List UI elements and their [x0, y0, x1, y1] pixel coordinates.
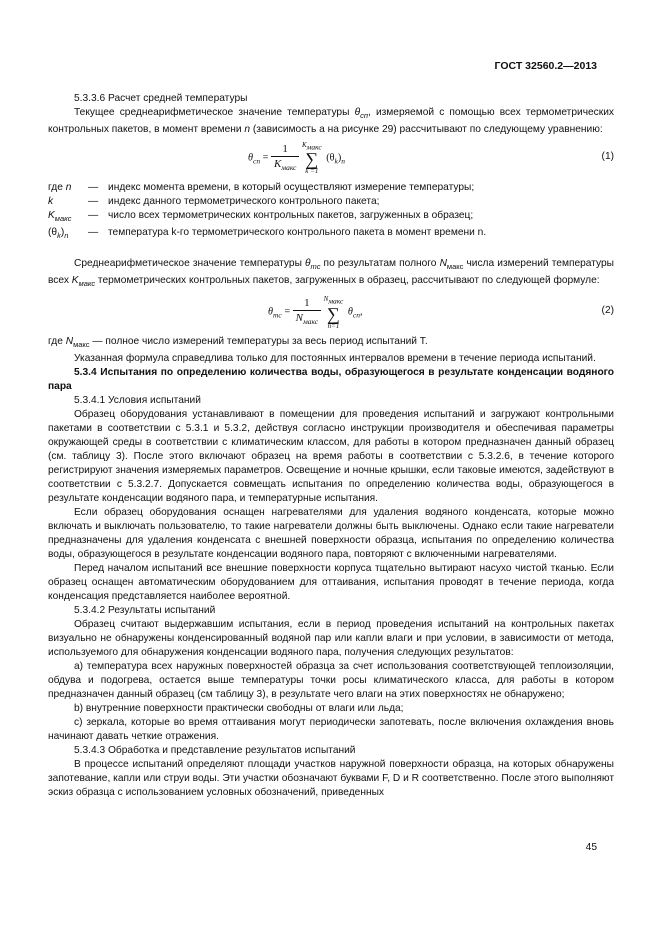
paragraph-where: где $N_{макс}$ — полное число измерений температуры за весь период испытаний Т.: [48, 336, 428, 350]
equation-1-label: (1): [601, 151, 614, 163]
page-number: 45: [585, 842, 597, 853]
standard-header: ГОСТ 32560.2—2013: [494, 60, 597, 72]
definition-row: k — индекс данного термометрического контрольного пакета;: [48, 196, 380, 208]
equation-2: $\theta_{тс}$ = $\frac{1}{N_{макс}}$ $N_{макс}$ ∑ n=1 $\theta_{сп}$, (2): [268, 295, 614, 330]
equation-1: $\theta_{сп}$ = $\frac{1}{K_{макс}}$ $K_{макс}$ ∑ k =1 $(\theta_k)_n$ (1): [248, 141, 614, 176]
paragraph-intro: Текущее среднеарифметическое значение температуры $\theta_{сп}$, измеряемой с помощью всех термометрических контрольных пакетов, в момент времени n (зависимость а на рисунке 29) рассчитывают по следующему уравнению:: [48, 107, 615, 136]
paragraph-mean: Среднеарифметическое значение температуры $\theta_{тс}$ по результатам полного $N_{макс}$ числа измерений температуры всех $K_{макс}$ термометрических контрольных пакетов, загруженных в образец, рассчитывают по следующей формуле:: [48, 258, 614, 289]
subsection-title-5341: 5.3.4.1 Условия испытаний: [74, 395, 201, 407]
section-title-534: 5.3.4 Испытания по определению количества воды, образующегося в результате конденсации водяного пара: [48, 367, 614, 393]
subsection-title-5343: 5.3.4.3 Обработка и представление результатов испытаний: [74, 745, 356, 757]
section-title-5336: 5.3.3.6 Расчет средней температуры: [74, 93, 248, 104]
equation-2-label: (2): [601, 305, 614, 317]
subsection-title-5342: 5.3.4.2 Результаты испытаний: [74, 605, 216, 617]
paragraph: Образец считают выдержавшим испытания, если в период проведения испытаний на контрольных пакетах визуально не обнаружены конденсированный водяной пар или капли влаги и при условии, в зависимости от метода, используемого для обнаружения конденсации водяного пара, получения следующих результатов:: [48, 619, 614, 659]
document-body: [48, 92, 614, 800]
definition-row: где n — индекс момента времени, в который осуществляют измерение температуры;: [48, 182, 475, 194]
paragraph: Если образец оборудования оснащен нагревателями для удаления водяного конденсата, которые можно включать и выключать пользователю, то такие нагреватели должны быть выключены. Однако если такие нагреватели предназначены для удаления конденсата с внешней поверхности образца, испытания по определению количества воды, образующегося в результате конденсации водяного пара, повторяют с включенными нагревателями.: [48, 507, 614, 561]
paragraph-note: Указанная формула справедлива только для постоянных интервалов времени в течение периода испытаний.: [74, 353, 596, 365]
paragraph: Перед началом испытаний все внешние поверхности корпуса тщательно вытирают насухо чистой тканью. Если образец оснащен автоматическим оборудованием для оттаивания, испытания проводят в течение периода, когда конденсация представляется наиболее вероятной.: [48, 563, 614, 603]
list-item: b) внутренние поверхности практически свободны от влаги или льда;: [74, 703, 404, 715]
definition-row: $K_{макс}$ — число всех термометрических контрольных пакетов, загруженных в образец;: [48, 210, 474, 224]
paragraph: Образец оборудования устанавливают в помещении для проведения испытаний и загружают контрольными пакетами в соответствии с 5.3.1 и 5.3.2, действуя согласно инструкции производителя и обеспечивая параметры окружающей среды в соответствии с климатическим классом, для работы в котором предназначен данный образец (см. таблицу 3). После этого включают образец на время работы в соответствии с 5.3.2.6, в течение которого регистрируют значения измеряемых параметров. Освещение и ночные крышки, если таковые имеются, задействуют в соответствии с 5.3.2.7. Допускается совмещать испытания по определению количества воды, образующегося в результате конденсации водяного пара, и температурные испытания.: [48, 409, 614, 505]
definition-row: $(\theta_k)_n$ — температура k-го термометрического контрольного пакета в момент времени n.: [48, 227, 487, 241]
list-item: а) температура всех наружных поверхностей образца за счет использования соответствующей теплоизоляции, обдува и подогрева, остается выше температуры точки росы климатического класса, для работы в котором предназначен данный образец (см таблицу 3), в результате чего влаги на этих поверхностях не обнаружено;: [48, 661, 614, 701]
paragraph: В процессе испытаний определяют площади участков наружной поверхности образца, на которых обнаружены запотевание, капли или струи воды. Эти участки обозначают буквами F, D и R соответственно. После этого выполняют эскиз образца с использованием условных обозначений, приведенных: [48, 759, 614, 799]
list-item: c) зеркала, которые во время оттаивания могут периодически запотевать, после включения охлаждения вновь начинают давать четкие отражения.: [48, 717, 614, 743]
